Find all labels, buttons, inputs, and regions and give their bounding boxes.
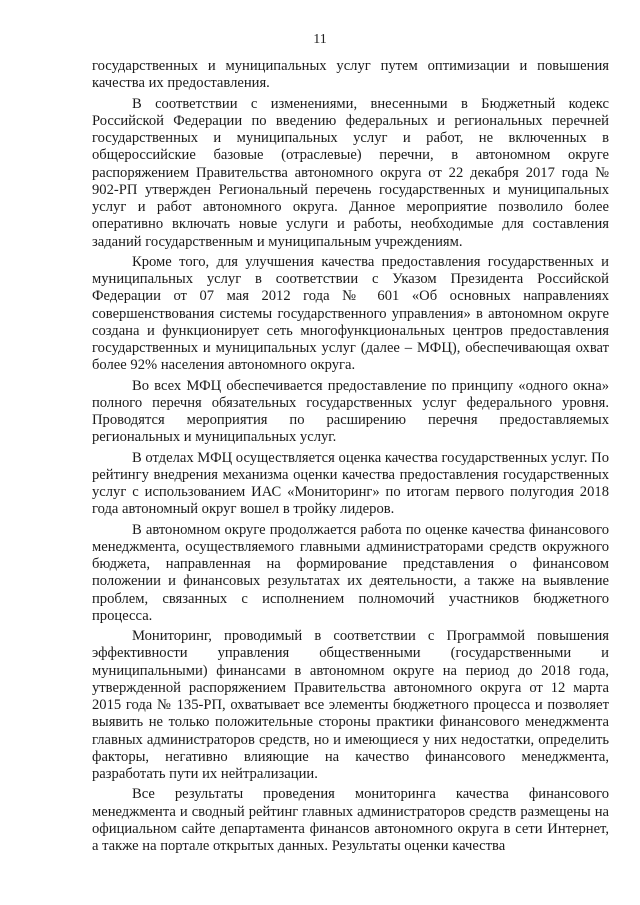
paragraph: Кроме того, для улучшения качества предоставления государственных и муниципальных услуг в соответствии с Указом Президента Российской Федерации от 07 мая 2012 года № 601 «Об основных направлениях совершенствования системы государственного управления» в автономном округе создана и функционирует сеть многофункциональных центров предоставления государственных и муниципальных услуг (далее – МФЦ), обеспечивающая охват более 92% населения автономного округа.: [92, 253, 609, 374]
page-number: 11: [313, 32, 327, 47]
paragraph: Во всех МФЦ обеспечивается предоставление по принципу «одного окна» полного перечня обязательных государственных услуг федерального уровня. Проводятся мероприятия по расширению перечня предоставляемых региональных и муниципальных услуг.: [92, 377, 609, 446]
paragraph: В автономном округе продолжается работа по оценке качества финансового менеджмента, осуществляемого главными администраторами средств окружного бюджета, направленная на формирование представления о финансовом положении и финансовых результатах их деятельности, а также на выявление проблем, связанных с исполнением полномочий участников бюджетного процесса.: [92, 521, 609, 624]
paragraph: В отделах МФЦ осуществляется оценка качества государственных услуг. По рейтингу внедрения механизма оценки качества предоставления государственных услуг с использованием ИАС «Мониторинг» по итогам первого полугодия 2018 года автономный округ вошел в тройку лидеров.: [92, 449, 610, 518]
paragraph: государственных и муниципальных услуг путем оптимизации и повышения качества их предоставления.: [92, 58, 609, 92]
paragraph: В соответствии с изменениями, внесенными в Бюджетный кодекс Российской Федерации по введению федеральных и региональных перечней государственных и муниципальных услуг и работ, не включенных в общероссийские базовые (отраслевые) перечни, в автономном округе распоряжением Правительства автономного округа от 22 декабря 2017 года № 902-РП утвержден Региональный перечень государственных и муниципальных услуг и работ автономного округа. Данное мероприятие позволило более оперативно включать новые услуги и работы, необходимые для составления заданий государственным и муниципальным учреждениям.: [92, 95, 609, 250]
body-text: [92, 58, 609, 855]
paragraph: Мониторинг, проводимый в соответствии с Программой повышения эффективности управления общественными (государственными и муниципальными) финансами в автономном округе на период до 2018 года, утвержденной распоряжением Правительства автономного округа от 12 марта 2015 года № 135-РП, охватывает все элементы бюджетного процесса и позволяет выявить не только положительные стороны практики финансового менеджмента главных администраторов средств, но и имеющиеся у них недостатки, определить факторы, негативно влияющие на качество финансового менеджмента, разработать пути их нейтрализации.: [92, 628, 609, 782]
paragraph: Все результаты проведения мониторинга качества финансового менеджмента и сводный рейтинг главных администраторов средств размещены на официальном сайте департамента финансов автономного округа в сети Интернет, а также на портале открытых данных. Результаты оценки качества: [92, 786, 609, 854]
